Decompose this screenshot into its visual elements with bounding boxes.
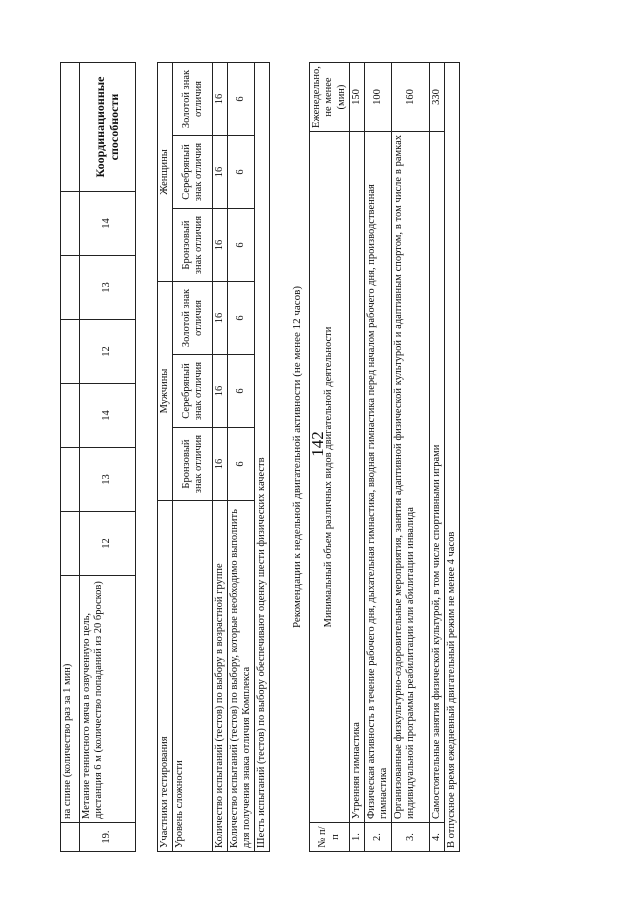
table-cell: 6 — [228, 282, 255, 355]
table-row — [392, 63, 430, 852]
table-cell: Мужчины — [158, 282, 173, 501]
table-cell: 6 — [228, 209, 255, 282]
table-cell: Самостоятельные занятия физической культурой, в том числе спортивными играми — [430, 132, 445, 823]
table-cell: 16 — [213, 282, 228, 355]
table-row — [350, 63, 365, 852]
row-number: 3. — [392, 823, 430, 852]
table-3-container — [309, 62, 460, 852]
table-3-caption-container — [291, 62, 303, 852]
table-row — [228, 63, 255, 852]
table-cell: Количество испытаний (тестов) по выбору, которые необходимо выполнить для получения знака отличия Комплекса — [228, 501, 255, 852]
table-cell: 6 — [228, 428, 255, 501]
table-2-container — [157, 62, 270, 852]
table-cell: 330 — [430, 63, 445, 132]
table-cell: Женщины — [158, 63, 173, 282]
table-cell: Организованные физкультурно-оздоровительные мероприятия, занятия адаптивной физической культурой и адаптивным спортом, в том числе в рамках индивидуальной программы реабилитации или абилитации инвалида — [392, 132, 430, 823]
table-cell: Участники тестирования — [158, 501, 173, 852]
table-cell: Золотой знак отличия — [173, 282, 213, 355]
table-cell: 6 — [228, 136, 255, 209]
table-cell: 6 — [228, 355, 255, 428]
table-cell: 16 — [213, 428, 228, 501]
table-cell: 12 — [80, 512, 136, 576]
table-1-container — [60, 62, 136, 852]
table-cell: 16 — [213, 63, 228, 136]
table-row — [310, 63, 350, 852]
table-row — [173, 63, 213, 852]
table-row — [213, 63, 228, 852]
table-cell: Количество испытаний (тестов) по выбору в возрастной группе — [213, 501, 228, 852]
table-3 — [309, 62, 460, 852]
table-row — [80, 63, 136, 852]
table-cell: 13 — [80, 256, 136, 320]
table-cell: 14 — [80, 192, 136, 256]
table-cell: 6 — [228, 63, 255, 136]
table-cell: на спине (количество раз за 1 мин) — [61, 576, 80, 823]
table-row — [365, 63, 392, 852]
table-cell: 160 — [392, 63, 430, 132]
table-footer: Шесть испытаний (тестов) по выбору обеспечивают оценку шести физических качеств — [255, 63, 270, 852]
table-header: № п/п — [310, 823, 350, 852]
table-row — [430, 63, 445, 852]
table-row — [158, 63, 173, 852]
row-number: 1. — [350, 823, 365, 852]
row-number: 2. — [365, 823, 392, 852]
table-cell: Метание теннисного мяча в озвученную цель, дистанция 6 м (количество попаданий из 20 бросков) — [80, 576, 136, 823]
table-cell: Бронзовый знак отличия — [173, 428, 213, 501]
table-cell: Утренняя гимнастика — [350, 132, 365, 823]
table-cell: 150 — [350, 63, 365, 132]
table-caption: Рекомендации к недельной двигательной активности (не менее 12 часов) — [291, 285, 303, 629]
table-cell: 100 — [365, 63, 392, 132]
table-cell: Золотой знак отличия — [173, 63, 213, 136]
table-row — [61, 63, 80, 852]
table-1 — [60, 62, 136, 852]
table-row — [445, 63, 460, 852]
table-2 — [157, 62, 270, 852]
table-cell: Физическая активность в течение рабочего дня, дыхательная гимнастика, вводная гимнастика перед началом рабочего дня, производственная гимнастика — [365, 132, 392, 823]
row-number: 4. — [430, 823, 445, 852]
table-cell: 16 — [213, 209, 228, 282]
table-cell: Уровень сложности — [173, 501, 213, 852]
table-cell: 14 — [80, 384, 136, 448]
table-cell: 16 — [213, 355, 228, 428]
table-cell: 16 — [213, 136, 228, 209]
table-footer: В отпускное время ежедневный двигательный режим не менее 4 часов — [445, 63, 460, 852]
category-label: Координационные способности — [80, 63, 136, 192]
row-number: 19. — [80, 823, 136, 852]
table-cell: 13 — [80, 448, 136, 512]
table-cell: Серебряный знак отличия — [173, 355, 213, 428]
table-header: Еженедельно, не менее (мин) — [310, 63, 350, 132]
table-cell: Серебряный знак отличия — [173, 136, 213, 209]
table-row — [255, 63, 270, 852]
table-cell: 12 — [80, 320, 136, 384]
page-number: 142 — [308, 431, 327, 457]
table-header: Минимальный объем различных видов двигательной деятельности — [310, 132, 350, 823]
table-cell: Бронзовый знак отличия — [173, 209, 213, 282]
